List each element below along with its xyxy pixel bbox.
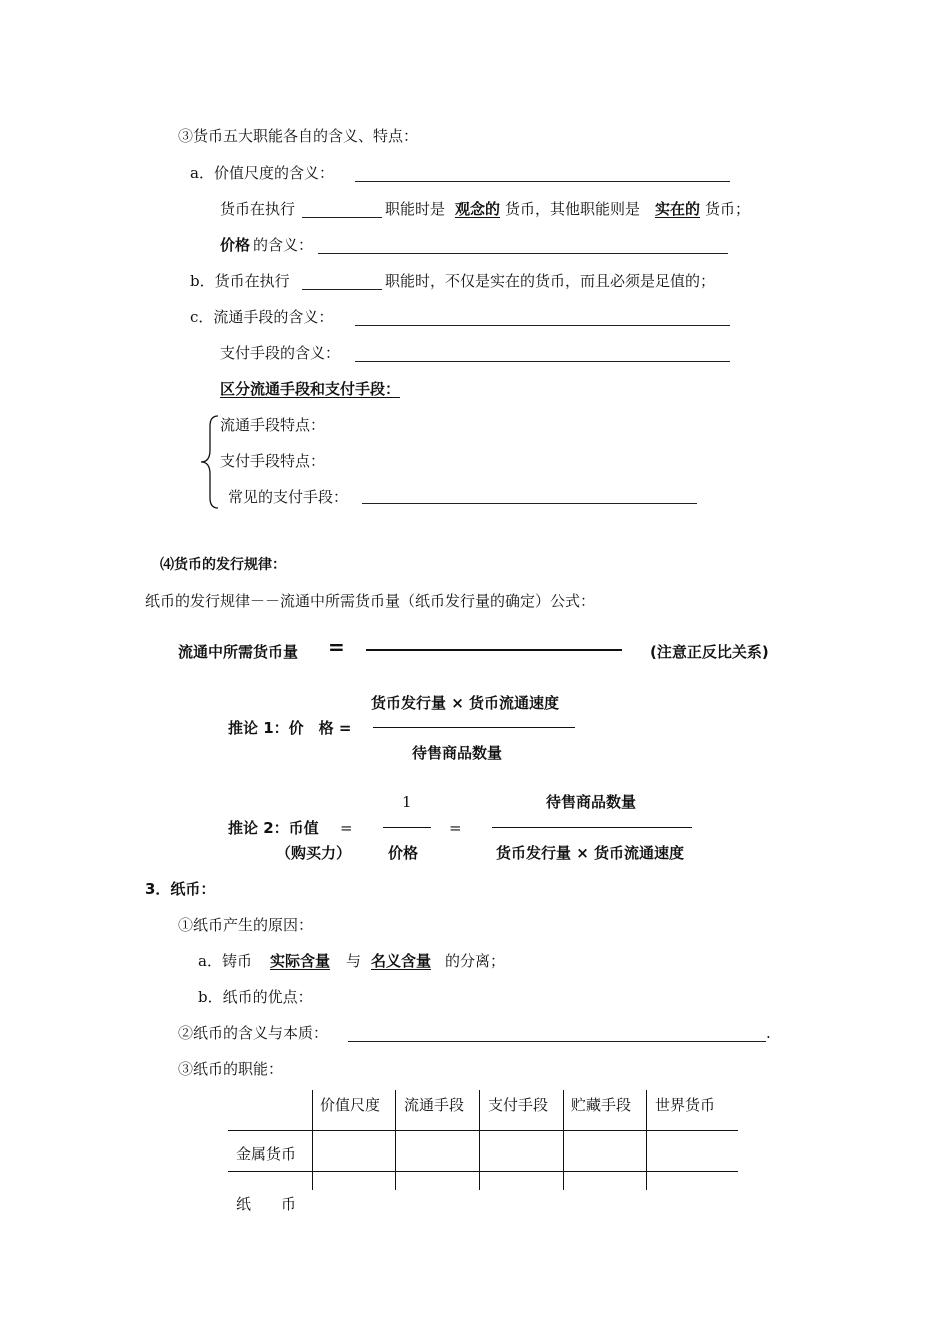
corollary2-frac2-numerator: 待售商品数量 <box>546 793 637 811</box>
formula-fraction-bar <box>366 649 622 651</box>
price-bold-label: 价格 <box>220 236 251 254</box>
circulation-features-label: 流通手段特点： <box>220 416 326 434</box>
corollary2-label: 推论 2：币值 <box>228 819 319 837</box>
fill-blank[interactable] <box>302 217 382 218</box>
corollary2-fraction1-bar <box>383 827 431 828</box>
formula-equals: = <box>328 635 345 659</box>
corollary2-frac1-denominator: 价格 <box>388 844 419 862</box>
nominal-content-label: 名义含量 <box>371 952 432 970</box>
answer-blank[interactable] <box>355 361 730 362</box>
corollary2-equals-1: = <box>340 819 353 837</box>
table-header-cell: 世界货币 <box>655 1096 716 1114</box>
distinguish-heading: 区分流通手段和支付手段： <box>220 380 401 398</box>
formula-note: (注意正反比关系) <box>650 643 769 661</box>
table-header-cell: 贮藏手段 <box>571 1096 632 1114</box>
answer-blank[interactable] <box>348 1041 766 1042</box>
table-column-divider <box>312 1090 313 1190</box>
table-row-label: 纸 币 <box>236 1195 297 1213</box>
sentence-part1: 货币在执行 <box>220 200 296 218</box>
corollary2-fraction2-bar <box>492 827 692 828</box>
table-rule <box>228 1171 738 1172</box>
table-column-divider <box>646 1090 647 1190</box>
common-payment-label: 常见的支付手段： <box>228 488 349 506</box>
table-column-divider <box>479 1090 480 1190</box>
item-c-payment: 支付手段的含义： <box>220 344 341 362</box>
answer-blank[interactable] <box>362 503 697 504</box>
sentence-bold-ideal: 观念的 <box>455 200 501 218</box>
corollary1-label: 推论 1：价 格 = <box>228 719 352 737</box>
table-row-label: 金属货币 <box>236 1145 297 1163</box>
table-header-cell: 流通手段 <box>404 1096 465 1114</box>
payment-features-label: 支付手段特点： <box>220 452 326 470</box>
section-4-intro: 纸币的发行规律－－流通中所需货币量（纸币发行量的确定）公式： <box>145 592 596 610</box>
sentence-part4: 货币； <box>705 200 751 218</box>
paper-money-item-b: b．纸币的优点： <box>198 988 313 1006</box>
answer-blank[interactable] <box>355 181 730 182</box>
item-a-label: a．价值尺度的含义： <box>190 164 334 182</box>
section-4-heading: ⑷货币的发行规律： <box>160 557 286 573</box>
paper-money-heading: 3．纸币： <box>145 880 216 898</box>
corollary1-denominator: 待售商品数量 <box>412 744 503 762</box>
paper-money-item-a-prefix: a．铸币 <box>198 952 252 970</box>
item-b-part1: b．货币在执行 <box>190 272 290 290</box>
sentence-part2: 职能时是 <box>385 200 446 218</box>
curly-brace-icon <box>196 412 220 512</box>
table-rule <box>228 1130 738 1131</box>
corollary2-frac1-numerator: 1 <box>402 793 412 811</box>
item-c-circulation: c．流通手段的含义： <box>190 308 334 326</box>
paper-money-meaning: ②纸币的含义与本质： <box>178 1024 329 1042</box>
answer-blank[interactable] <box>355 325 730 326</box>
paper-money-meaning-end: . <box>766 1024 771 1042</box>
corollary1-fraction-bar <box>373 727 575 728</box>
price-rest-label: 的含义： <box>253 236 314 254</box>
formula-label: 流通中所需货币量 <box>178 643 299 661</box>
table-column-divider <box>395 1090 396 1190</box>
paper-money-item-a-suffix: 的分离； <box>445 952 506 970</box>
table-column-divider <box>563 1090 564 1190</box>
answer-blank[interactable] <box>318 253 728 254</box>
actual-content-label: 实际含量 <box>270 952 331 970</box>
sentence-part3: 货币，其他职能则是 <box>505 200 641 218</box>
paper-money-functions: ③纸币的职能： <box>178 1060 284 1078</box>
corollary2-equals-2: = <box>449 819 462 837</box>
section-3-heading: ③货币五大职能各自的含义、特点： <box>178 127 419 145</box>
fill-blank[interactable] <box>302 289 382 290</box>
table-header-cell: 支付手段 <box>488 1096 549 1114</box>
corollary1-numerator: 货币发行量 × 货币流通速度 <box>371 694 560 712</box>
table-header-cell: 价值尺度 <box>320 1096 381 1114</box>
item-b-part2: 职能时，不仅是实在的货币，而且必须是足值的； <box>385 272 716 290</box>
paper-money-item-a-with: 与 <box>346 952 362 970</box>
paper-money-reason: ①纸币产生的原因： <box>178 916 314 934</box>
corollary2-frac2-denominator: 货币发行量 × 货币流通速度 <box>496 844 685 862</box>
corollary2-sublabel: （购买力） <box>276 844 352 862</box>
sentence-bold-real: 实在的 <box>655 200 701 218</box>
